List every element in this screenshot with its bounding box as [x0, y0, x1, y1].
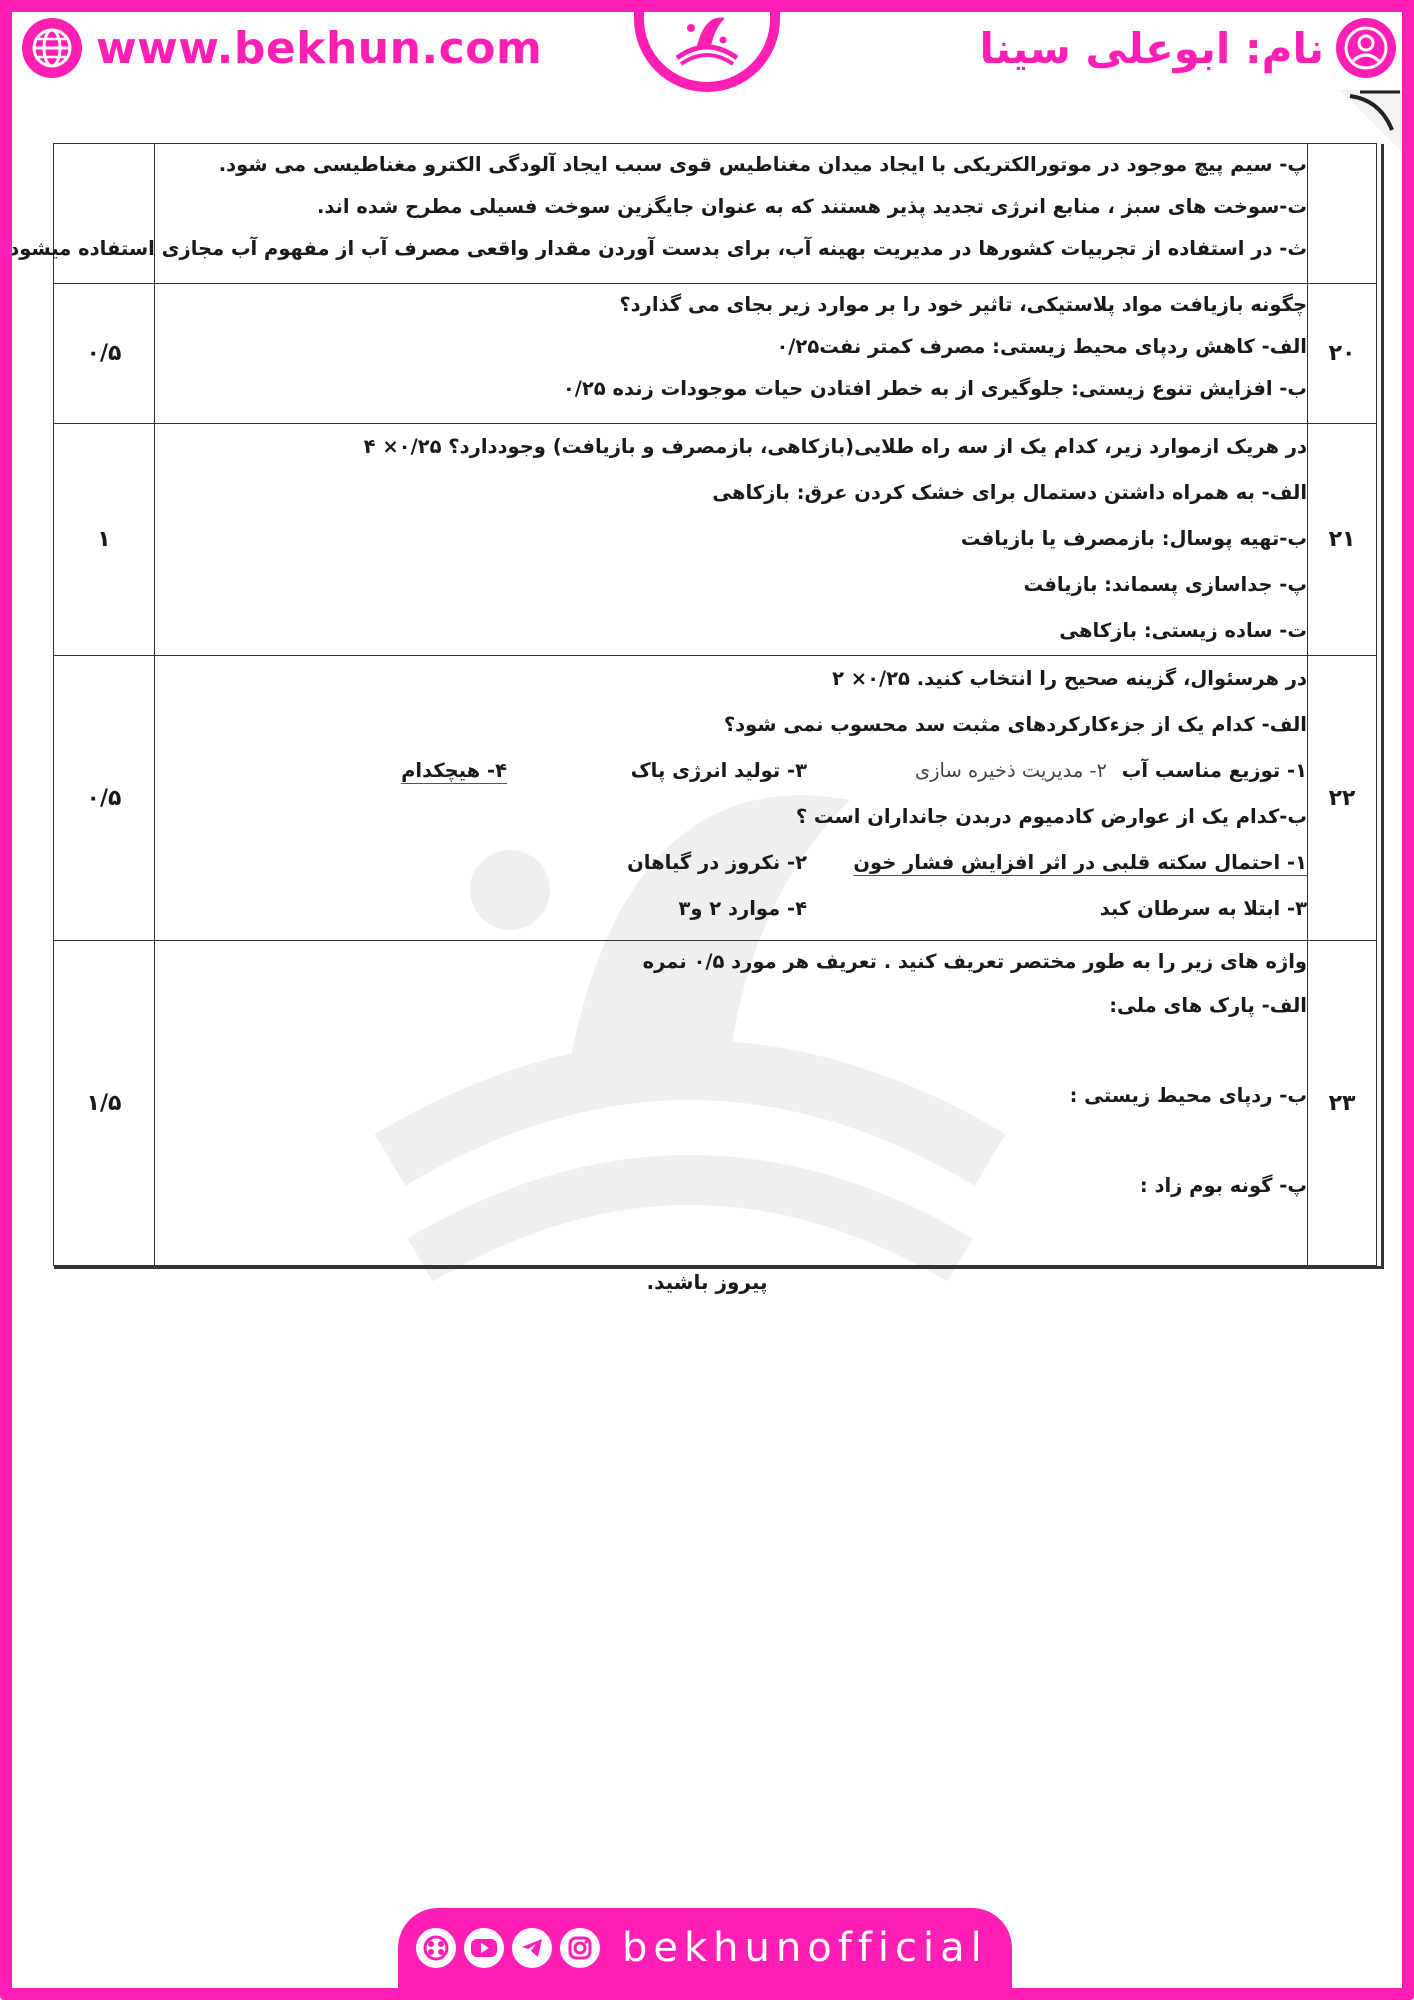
telegram-icon[interactable]: [512, 1928, 552, 1968]
option-row: [155, 748, 1307, 794]
option: ۳- ابتلا به سرطان کبد: [1099, 897, 1307, 920]
option-row: [155, 840, 1307, 886]
question-body: [1, 144, 1308, 284]
option: ۱- توزیع مناسب آب: [1121, 759, 1307, 782]
question-number: ۲۰: [1308, 284, 1377, 424]
table-row: [54, 424, 1377, 656]
site-url: www.bekhun.com: [96, 22, 543, 74]
option: ۴- هیچکدام: [401, 759, 507, 782]
user-icon: [1336, 18, 1396, 78]
option: ۳- تولید انرژی پاک: [630, 759, 807, 782]
instagram-icon[interactable]: [560, 1928, 600, 1968]
table-row: [54, 144, 1377, 284]
exam-table: [1, 143, 1377, 1266]
name-label: نام: ابوعلی سینا: [979, 23, 1324, 73]
definition-item: الف- پارک های ملی:: [1109, 994, 1307, 1017]
question-body: [155, 424, 1308, 656]
table-row: [54, 656, 1377, 941]
youtube-icon[interactable]: [464, 1928, 504, 1968]
option-row: [155, 886, 1307, 932]
question-text: در هریک ازموارد زیر، کدام یک از سه راه طلایی(بازکاهی، بازمصرف و بازیافت) وجوددارد؟ ۰/۲۵× ۴: [363, 435, 1307, 458]
table-row: [54, 941, 1377, 1266]
question-body: [155, 284, 1308, 424]
question-text: در هرسئوال، گزینه صحیح را انتخاب کنید. ۰/۲۵× ۲: [832, 667, 1307, 690]
option: ۲- نکروز در گیاهان: [627, 851, 807, 874]
table-row: [54, 284, 1377, 424]
option: ۲- مدیریت ذخیره سازی: [914, 759, 1107, 782]
answer-line: ت-سوخت های سبز ، منابع انرژی تجدید پذیر هستند که به عنوان جایگزین سوخت فسیلی مطرح شده اند.: [316, 195, 1307, 218]
definition-item: ب- ردپای محیط زیستی :: [1069, 1084, 1307, 1107]
question-score: ۰/۵: [54, 656, 155, 941]
bekhun-logo-icon: [644, 0, 770, 82]
question-score: ۱/۵: [54, 941, 155, 1266]
closing-text: پیروز باشید.: [646, 1270, 768, 1294]
answer-line: ب- افزایش تنوع زیستی: جلوگیری از به خطر افتادن حیات موجودات زنده ۰/۲۵: [562, 377, 1307, 400]
question-number: ۲۲: [1308, 656, 1377, 941]
question-number: ۲۳: [1308, 941, 1377, 1266]
answer-line: ث- در استفاده از تجربیات کشورها در مدیریت بهینه آب، برای بدست آوردن مقدار واقعی مصرف آب از مفهوم آب مجازی استفاده میشود.: [1, 237, 1307, 260]
answer-line: ب-تهیه پوسال: بازمصرف یا بازیافت: [960, 527, 1307, 550]
globe-icon: [22, 18, 82, 78]
sub-question: الف- کدام یک از جزءکارکردهای مثبت سد محسوب نمی شود؟: [723, 713, 1307, 736]
student-name: [979, 16, 1396, 80]
answer-line: ت- ساده زیستی: بازکاهی: [1059, 619, 1307, 642]
question-body: [155, 656, 1308, 941]
definition-item: پ- گونه بوم زاد :: [1139, 1174, 1307, 1197]
answer-line: الف- به همراه داشتن دستمال برای خشک کردن عرق: بازکاهی: [712, 481, 1307, 504]
sub-question: ب-کدام یک از عوارض کادمیوم دربدن جانداران است ؟: [795, 805, 1307, 828]
aparat-icon[interactable]: [416, 1928, 456, 1968]
option: ۱- احتمال سکته قلبی در اثر افزایش فشار خون: [853, 851, 1307, 874]
answer-line: پ- سیم پیچ موجود در موتورالکتریکی با ایجاد میدان مغناطیس قوی سبب ایجاد آلودگی الکترو مغناطیسی می شود.: [218, 153, 1307, 176]
site-link[interactable]: [22, 16, 542, 80]
question-body: [155, 941, 1308, 1266]
question-number: [1308, 144, 1377, 284]
social-handle[interactable]: bekhunofficial: [622, 1925, 988, 1971]
question-number: ۲۱: [1308, 424, 1377, 656]
social-bar: [398, 1908, 1012, 1988]
question-score: ۰/۵: [54, 284, 155, 424]
answer-line: الف- کاهش ردپای محیط زیستی: مصرف کمتر نفت۰/۲۵: [776, 335, 1307, 358]
question-score: ۱: [54, 424, 155, 656]
option: ۴- موارد ۲ و۳: [678, 897, 807, 920]
answer-line: پ- جداسازی پسماند: بازیافت: [1023, 573, 1307, 596]
question-text: واژه های زیر را به طور مختصر تعریف کنید . تعریف هر مورد ۰/۵ نمره: [642, 950, 1307, 973]
question-text: چگونه بازیافت مواد پلاستیکی، تاثیر خود را بر موارد زیر بجای می گذارد؟: [619, 293, 1307, 316]
